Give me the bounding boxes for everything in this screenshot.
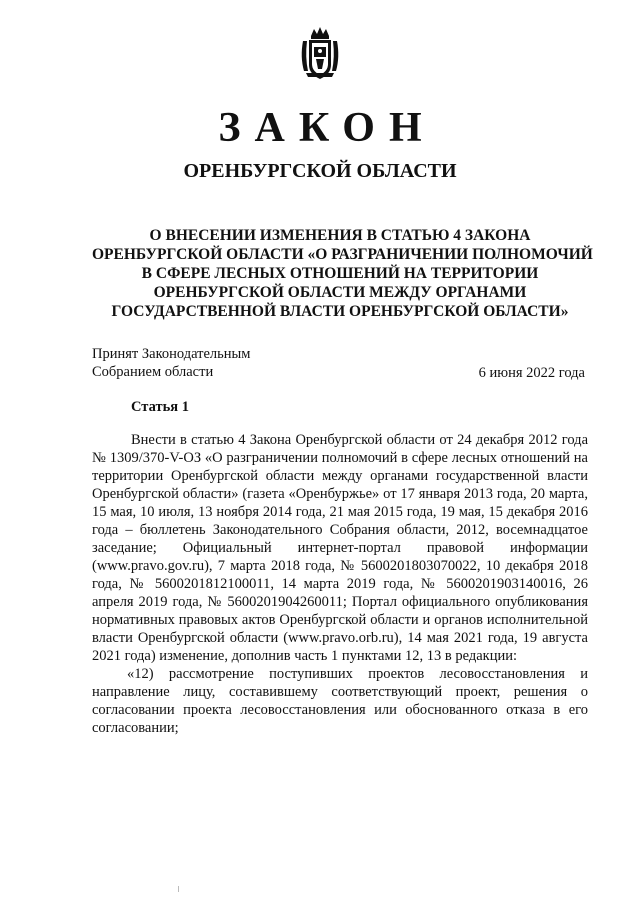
heading-line: ОРЕНБУРГСКОЙ ОБЛАСТИ МЕЖДУ ОРГАНАМИ xyxy=(153,284,527,301)
article-paragraph: Внести в статью 4 Закона Оренбургской области от 24 декабря 2012 года № 1309/370-V-ОЗ «О разграничении полномочий в сфере лесных отношений на территории Оренбургской области между органами государственной власти Оренбургской области» (газета «Оренбуржье» от 17 января 2013 года, 20 марта, 15 мая, 10 июля, 13 ноября 2014 года, 21 мая 2015 года, 19 мая, 15 декабря 2016 года – бюллетень Законодательного Собрания области, 2012, восемнадцатое заседание; Официальный интернет-портал правовой информации (www.pravo.gov.ru), 7 марта 2018 года, № 5600201803070022, 10 декабря 2018 года, № 5600201812100011, 14 марта 2019 года, № 5600201903140016, 26 апреля 2019 года, № 5600201904260011; Портал официального опубликования нормативных правовых актов Оренбургской области и органов исполнительной власти Оренбургской области (www.pravo.orb.ru), 14 мая 2021 года, 19 августа 2021 года) изменение, дополнив часть 1 пунктами 12, 13 в редакции: xyxy=(92,432,588,664)
heading-line: ОРЕНБУРГСКОЙ ОБЛАСТИ «О РАЗГРАНИЧЕНИИ ПОЛНОМОЧИЙ xyxy=(92,246,593,263)
adoption-date: 6 июня 2022 года xyxy=(478,365,585,381)
region-name: ОРЕНБУРГСКОЙ ОБЛАСТИ xyxy=(183,160,457,182)
heading-line: О ВНЕСЕНИИ ИЗМЕНЕНИЯ В СТАТЬЮ 4 ЗАКОНА xyxy=(149,227,531,244)
law-heading xyxy=(92,226,593,321)
coat-of-arms-icon xyxy=(300,27,340,88)
adoption-line: Собранием области xyxy=(92,364,214,380)
page-mark xyxy=(178,886,179,892)
heading-line: ГОСУДАРСТВЕННОЙ ВЛАСТИ ОРЕНБУРГСКОЙ ОБЛАСТИ» xyxy=(111,303,569,320)
article-title: Статья 1 xyxy=(131,399,189,415)
adoption-line: Принят Законодательным xyxy=(92,346,251,362)
article-paragraph: «12) рассмотрение поступивших проектов лесовосстановления и направление лицу, составившему соответствующий проект, решения о согласовании проекта лесовосстановления или обоснованного отказа в его согласовании; xyxy=(92,666,588,736)
article-body xyxy=(92,431,588,737)
heading-line: В СФЕРЕ ЛЕСНЫХ ОТНОШЕНИЙ НА ТЕРРИТОРИИ xyxy=(141,265,539,282)
adoption-note xyxy=(92,345,250,381)
document-title: ЗАКОН xyxy=(218,105,436,151)
